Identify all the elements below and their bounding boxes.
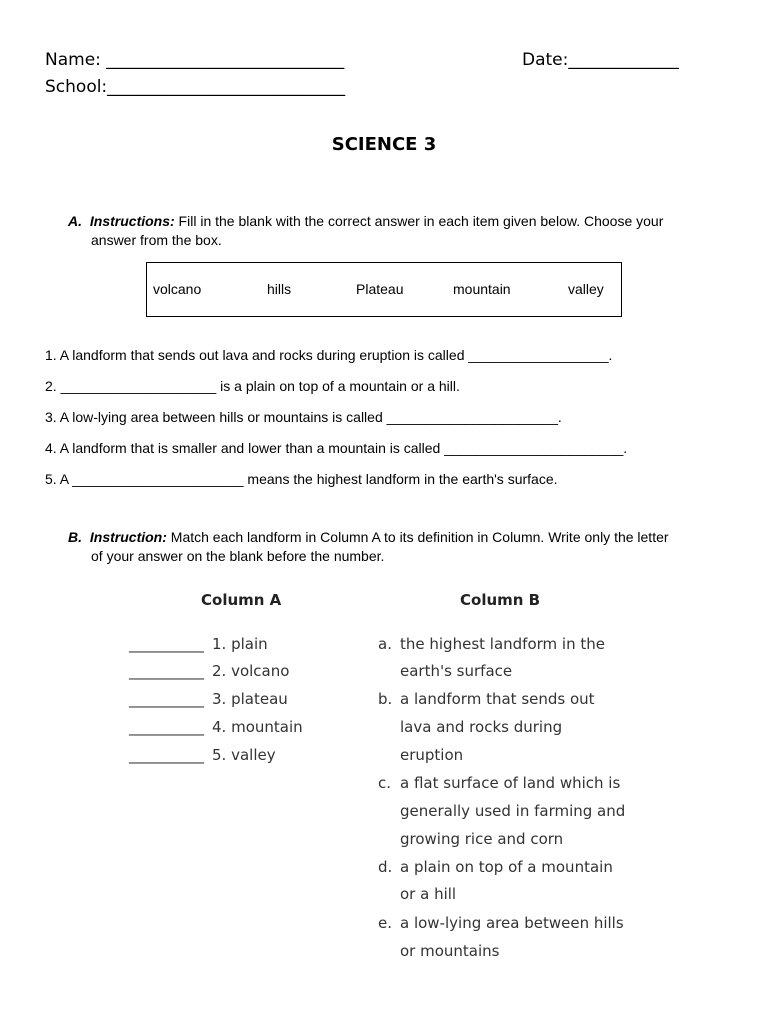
part-a-letter: A. bbox=[68, 213, 82, 229]
fill-in-item: 1. A landform that sends out lava and rocks during eruption is called __________________. bbox=[45, 347, 613, 363]
definition-text: growing rice and corn bbox=[400, 830, 564, 848]
word-box-item: Plateau bbox=[356, 281, 404, 297]
definition-text: a flat surface of land which is bbox=[400, 774, 621, 792]
definition-text: or mountains bbox=[400, 942, 500, 960]
definition-text: a low-lying area between hills bbox=[400, 914, 624, 932]
fill-in-item: 3. A low-lying area between hills or mountains is called ______________________. bbox=[45, 409, 562, 425]
part-a-instructions bbox=[68, 213, 663, 229]
answer-blank: __________ bbox=[129, 662, 204, 680]
answer-blank: __________ bbox=[129, 718, 204, 736]
definition-text: earth's surface bbox=[400, 662, 513, 680]
definition-text: or a hill bbox=[400, 885, 457, 903]
definition-text: a plain on top of a mountain bbox=[400, 858, 613, 876]
answer-word-box bbox=[146, 262, 622, 317]
part-a-instruction-text-cont: answer from the box. bbox=[91, 232, 222, 248]
definition-letter: a. bbox=[378, 635, 392, 653]
definition-letter: c. bbox=[378, 774, 392, 792]
column-a-row bbox=[129, 718, 303, 736]
fill-in-item: 4. A landform that is smaller and lower than a mountain is called _______________________. bbox=[45, 440, 628, 456]
school-field-label: School:____________________________ bbox=[45, 77, 346, 97]
definition-text: a landform that sends out bbox=[400, 690, 595, 708]
landform-term: 5. valley bbox=[212, 746, 276, 764]
definition-text: eruption bbox=[400, 746, 464, 764]
column-a-row bbox=[129, 690, 288, 708]
part-b-instruction-text-cont: of your answer on the blank before the number. bbox=[91, 548, 385, 564]
column-b-heading: Column B bbox=[460, 591, 541, 609]
part-b-letter: B. bbox=[68, 529, 82, 545]
part-a-instruction-label: Instructions: bbox=[89, 213, 175, 229]
definition-text: the highest landform in the bbox=[400, 635, 605, 653]
definition-text: lava and rocks during bbox=[400, 718, 563, 736]
fill-in-item: 5. A ______________________ means the highest landform in the earth's surface. bbox=[45, 471, 558, 487]
column-a-row bbox=[129, 662, 290, 680]
definition-letter: e. bbox=[378, 914, 392, 932]
definition-letter: b. bbox=[378, 690, 393, 708]
part-a-instruction-text: Fill in the blank with the correct answer in each item given below. Choose your bbox=[174, 213, 664, 229]
part-b-instruction-text: Match each landform in Column A to its definition in Column. Write only the letter bbox=[166, 529, 669, 545]
definition-text: generally used in farming and bbox=[400, 802, 626, 820]
column-a-row bbox=[129, 635, 268, 653]
answer-blank: __________ bbox=[129, 690, 204, 708]
column-a-heading: Column A bbox=[201, 591, 282, 609]
word-box-item: valley bbox=[568, 281, 604, 297]
date-field-label: Date:_____________ bbox=[522, 50, 679, 70]
column-a-row bbox=[129, 746, 276, 764]
landform-term: 2. volcano bbox=[212, 662, 290, 680]
word-box-item: volcano bbox=[153, 281, 202, 297]
answer-blank: __________ bbox=[129, 746, 204, 764]
landform-term: 4. mountain bbox=[212, 718, 303, 736]
fill-in-item: 2. ____________________ is a plain on top of a mountain or a hill. bbox=[45, 378, 460, 394]
name-field-label: Name: ____________________________ bbox=[45, 50, 345, 70]
part-b-instructions bbox=[68, 529, 669, 545]
definition-letter: d. bbox=[378, 858, 393, 876]
word-box-item: mountain bbox=[453, 281, 511, 297]
page-title: SCIENCE 3 bbox=[331, 134, 437, 155]
answer-blank: __________ bbox=[129, 635, 204, 653]
landform-term: 3. plateau bbox=[212, 690, 288, 708]
part-b-instruction-label: Instruction: bbox=[89, 529, 167, 545]
word-box-item: hills bbox=[267, 281, 292, 297]
landform-term: 1. plain bbox=[212, 635, 268, 653]
